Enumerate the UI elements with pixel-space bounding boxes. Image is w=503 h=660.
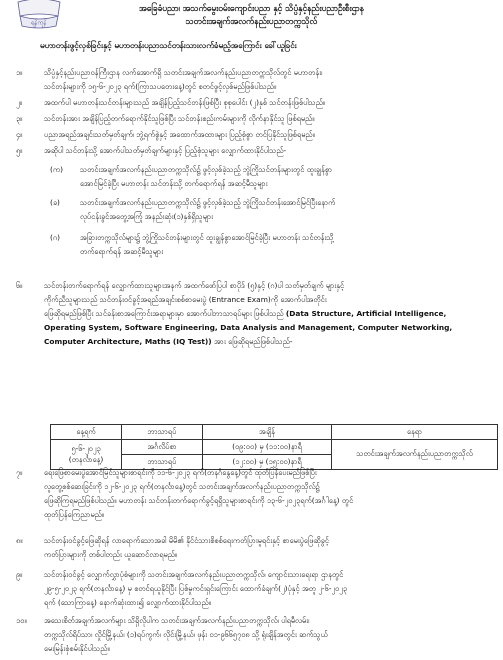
exam-date: ၅-၆-၂၀၂၃ bbox=[71, 443, 101, 453]
paragraph-line: ကတ်ပြားများကို တစ်ပါတည်း ယူဆောင်လာရမည်။ bbox=[44, 550, 178, 559]
paragraph-line: အထက်ပါ မဟာတန်းသင်တန်းများသည် အချိန်ပြည့်သင်တန်းဖြစ်ပြီး စုစုပေါင်း (၂)နှစ် သင်တန်းဖြစ်ပါသည်။ bbox=[44, 98, 326, 107]
subject-cell: ဘာသာရပ် bbox=[122, 455, 203, 470]
subject-cell: အင်္ဂလိပ်စာ bbox=[122, 440, 203, 455]
paragraph-number: ၅။ bbox=[16, 146, 23, 155]
paragraph-line: သင်တန်းဝင်ခွင့် လျှောက်လွှာပုံစံများကို သတင်းအချက်အလက်နည်းပညာတက္ကသိုလ်၊ ကျောင်းသားရေးရာ ဌာနတွင် bbox=[44, 570, 344, 579]
paragraph-line: ပညာအရည်အချင်းသတ်မှတ်ချက်၊ ဘွဲ့ရက်စွဲနှင့် အထောက်အထားများ ပြည့်စုံစွာ တင်ပြနိုင်သူဖြစ်ရမည်။ bbox=[44, 130, 315, 139]
paragraph-number: ၉။ bbox=[16, 570, 23, 579]
exam-subjects-suffix: အား ဖြေဆိုရမည်ဖြစ်ပါသည်- bbox=[211, 337, 293, 346]
paragraph-number: ၆။ bbox=[16, 281, 23, 290]
column-header-venue: နေရာ bbox=[332, 425, 498, 440]
paragraph-number: ၄။ bbox=[16, 130, 23, 139]
table-row bbox=[51, 440, 498, 455]
subitem-line: အောင်မြင်ခဲ့ပြီး မဟာတန်း သင်တန်းသို့ တက်ရောက်ရန် အဆင့်မီသူများ bbox=[80, 179, 268, 188]
paragraph-line: မေးမြန်းစုံစမ်းနိုင်ပါသည်။ bbox=[44, 644, 110, 653]
exam-subjects-end: Computer Architecture, Maths (IQ Test)) bbox=[44, 337, 212, 346]
subitem-line: အခြားတက္ကသိုလ်များ၌ ဘွဲ့ကြိုသင်တန်းများတွင် ထူးချွန်စွာအောင်မြင်ခဲ့ပြီး မဟာတန်း သင်တန်းသို့ bbox=[80, 233, 334, 242]
subitem-line: လုပ်ငန်းခွင်အတွေ့အကြုံ အနည်းဆုံး(၁)နှစ်ရှိသူများ bbox=[80, 212, 214, 221]
table-header-row bbox=[51, 425, 498, 440]
exam-schedule-table bbox=[50, 424, 498, 470]
paragraph-line: ၂၉-၅-၂၀၂၃ ရက်(တနင်္လာနေ့) မှ စတင်ရယူနိုင်ပြီး ပြစ်မှုကင်းရှင်းကြောင်း ထောက်ခံချက်(၂)ပုံနှင့် အတူ ၂-၆-၂၀၂၃ bbox=[44, 584, 347, 593]
paragraph-line: ထုတ်ပြန်ကြေညာမည်။ bbox=[44, 510, 105, 519]
exam-subjects-middle: Operating System, Software Engineering, Data Analysis and Management, Computer Networking, bbox=[44, 323, 453, 332]
paragraph-line: အဆိုပါ သင်တန်းသို့ အောက်ပါသတ်မှတ်ချက်များနှင့် ပြည့်စုံသူများ လျှောက်ထားနိုင်ပါသည်- bbox=[44, 146, 287, 155]
paragraph-number: ၃။ bbox=[16, 114, 23, 123]
paragraph-line: သိပ္ပံနှင့်နည်းပညာဝန်ကြီးဌာန လက်အောက်ရှိ သတင်းအချက်အလက်နည်းပညာတက္ကသိုလ်တွင် မဟာတန်း၊ bbox=[44, 68, 323, 77]
paragraph-line: ဖြေဆိုကြရမည်ဖြစ်ပါသည်။ မဟာတန်း သင်တန်းတက်ရောက်ခွင့်ရရှိသူများစာရင်းကို ၁၃-၆-၂၀၂၃ရက်(အင်္ဂါနေ့) တွင် bbox=[44, 496, 354, 505]
university-title: သတင်းအချက်အလက်နည်းပညာတက္ကသိုလ် bbox=[185, 16, 318, 26]
column-header-subject: ဘာသာရပ် bbox=[122, 425, 203, 440]
paragraph-number: ၈။ bbox=[16, 536, 23, 545]
column-header-time: အချိန် bbox=[203, 425, 332, 440]
department-title: အခြေခံပညာ၊ အသက်မွေးဝမ်းကျောင်းပညာ နှင့် သိပ္ပံနှင့်နည်းပညာဦးစီးဌာန bbox=[139, 3, 364, 13]
subject-line: မဟာတန်းဖွင့်လှစ်ခြင်းနှင့် မဟာတန်းပညာသင်တန်းသားလက်ခံမည့်အကြောင်း ခေါ်ယူခြင်း bbox=[40, 41, 297, 50]
column-header-date: နေ့ရက် bbox=[51, 425, 122, 440]
paragraph-line: တက္ကသိုလ်ရိပ်သာ၊ လှိုင်မြို့နယ်၊ (၁)ရပ်ကွက်၊ လိုင်းမြို့နယ်၊ ဖုန်း ၀၁-၉၆၆၅၇၀၈ သို့ ရုံးချိန်အတွင်း ဆက်သွယ် bbox=[44, 630, 328, 639]
subitem-label: (ဂ) bbox=[50, 233, 60, 242]
exam-date-cell bbox=[51, 440, 122, 470]
exam-day: (တနင်္လာနေ့) bbox=[68, 454, 104, 464]
subitem-line: တက်ရောက်ရန် အဆင့်မီသူများ bbox=[80, 247, 164, 256]
paragraph-number: ၁။ bbox=[16, 68, 23, 77]
subitem-line: သတင်းအချက်အလက်နည်းပညာတက္ကသိုလ်၌ ဖွင့်လှစ်ခဲ့သည့် ဘွဲ့ကြိုသင်တန်းများတွင် ထူးချွန်စွာ bbox=[80, 165, 333, 174]
document-header bbox=[0, 2, 503, 28]
time-cell: (၁၂:၀၀) မှ (၁၅:၀၀)နာရီ bbox=[203, 455, 332, 470]
paragraph-line: လူတွေ့စစ်ဆေးခြင်းကို ၁၂-၆-၂၀၂၃ ရက်(တနင်္လာနေ့)တွင် သတင်းအချက်အလက်နည်းပညာတက္ကသိုလ်၌ bbox=[44, 482, 320, 491]
paragraph-line: အသေးစိတ်အချက်အလက်များ သိရှိလိုပါက သတင်းအချက်အလက်နည်းပညာတက္ကသိုလ်၊ ပါရမီလမ်း၊ bbox=[44, 616, 310, 625]
subitem-label: (ခ) bbox=[50, 198, 60, 207]
paragraph-line: သင်တန်းတက်ရောက်ရန် လျှောက်ထားသူများအနက် အထက်ဖော်ပြပါ စာပိုဒ် (၅)နှင့် (ဂ)ပါ သတ်မှတ်ချက် များနှင့် bbox=[44, 281, 345, 290]
paragraph-line: ကိုက်ညီသူများသည် သင်တန်းဝင်ခွင့်အရည်အချင်းစစ်စာမေးပွဲ (Entrance Exam)ကို အောက်ပါအတိုင်း bbox=[44, 295, 327, 304]
paragraph-line: ရေးဖြေစာမေးပွဲအောင်မြင်သူများစာရင်းကို ၁၁-၆-၂၀၂၃ ရက်(တနင်္ဂနွေနေ့)တွင် ထုတ်ပြန်ပေးမည်ဖြစ်ပြီး bbox=[44, 468, 317, 477]
paragraph-line: သင်တန်းဝင်ခွင့်ဖြေဆိုရန် လာရောက်သောအခါ မိမိ၏ နိုင်ငံသားစိစစ်ရေးကတ်ပြားမူရင်းနှင့် စာမေးပွဲဖြေဆိုခွင့် bbox=[44, 536, 329, 545]
paragraph-number: ၂။ bbox=[16, 98, 22, 107]
paragraph-line: ရက် (သောကြာနေ့) နောက်ဆုံးထား၍ လျှောက်ထားနိုင်ပါသည်။ bbox=[44, 598, 211, 607]
paragraph-line: သင်တန်းအား အချိန်ပြည့်တက်ရောက်နိုင်သူဖြစ်ပြီး သင်တန်းစည်းကမ်းများကို လိုက်နာနိုင်သူ ဖြစ်ရမည်။ bbox=[44, 114, 315, 123]
subitem-line: သတင်းအချက်အလက်နည်းပညာတက္ကသိုလ်၌ ဖွင့်လှစ်ခဲ့သည့် ဘွဲ့ကြိုသင်တန်းအောင်မြင်ပြီးနောက် bbox=[80, 198, 336, 207]
paragraph-number: ၁၀။ bbox=[16, 616, 27, 625]
time-cell: (၀၉:၀၀) မှ (၁၁:၀၀)နာရီ bbox=[203, 440, 332, 455]
venue-cell: သတင်းအချက်အလက်နည်းပညာတက္ကသိုလ် bbox=[332, 440, 498, 470]
paragraph-line: သင်တန်းများကို ၁၅-၆-၂၀၂၃ ရက်(ကြာသပတေးနေ့)တွင် စတင်ဖွင့်လှစ်မည်ဖြစ်ပါသည်။ bbox=[44, 82, 277, 91]
exam-subjects-start: (Data Structure, Artificial Intelligence, bbox=[285, 309, 447, 318]
subitem-label: (က) bbox=[50, 165, 63, 174]
logo-text: ရန်ကုန် bbox=[31, 19, 47, 27]
paragraph-number: ၇။ bbox=[16, 468, 23, 477]
paragraph-line: ဖြေဆိုရမည်ဖြစ်ပြီး သင်ခန်းစာအကြောင်းအရာများမှာ အောက်ပါဘာသာရပ်များ ဖြစ်ပါသည် bbox=[44, 309, 284, 318]
